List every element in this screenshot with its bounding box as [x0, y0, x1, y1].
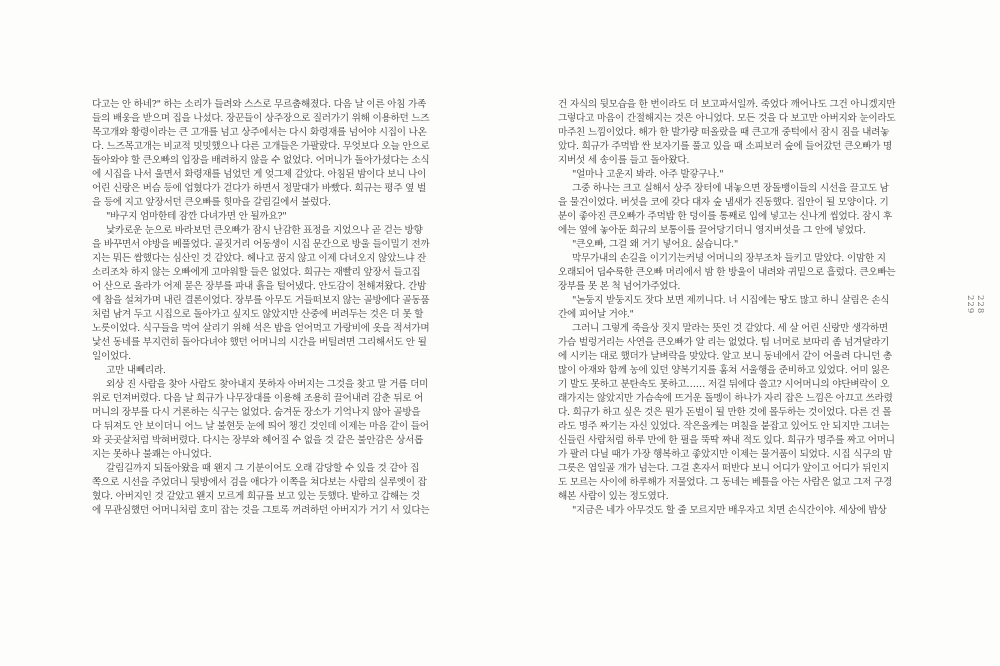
text-line: 지는 못하나 불쾌는 아니었다.: [92, 449, 212, 460]
text-line: 그렇다고 마음이 간절해지는 것은 아니었다. 모든 것을 다 보고만 아버지와 눈이라도: [558, 113, 896, 124]
text-line: 을 바꾸면서 야방을 베풀었다. 골짓거리 어동생이 시집 문간으로 방울 들이밀기 전까: [92, 239, 430, 250]
text-line: 지는 뭐든 쌈했다는 심산인 것 같았다. 헤나고 꿈지 않고 이제 다녀오지 않았느냐 잔: [92, 253, 426, 264]
text-line: 라도 명주 짜기는 자신 있었다. 작은올케는 며칠을 붙잡고 있어도 안 되지만 그녀는: [558, 421, 890, 432]
text-line: 도 모르는 사이에 하루해가 저물었다. 그 동네는 베틀을 아는 사람은 없고 그저 구경: [558, 477, 892, 488]
text-line: 기 발도 못하고 분탄속도 못하고…… 저걸 뒤에다 쓸고? 시어머니의 야단벼락이 오: [558, 379, 890, 390]
text-line: 어린 신랑은 버슴 등에 업혔다가 걷다가 하면서 정말대가 바빴다. 희규는 평주 옆 벌: [92, 183, 426, 194]
text-line: 에 무관심했던 어머니처럼 호미 잡는 것을 그토록 꺼려하던 아버지가 거기 서 있다는: [92, 505, 430, 516]
page-number-left: 228: [975, 295, 985, 315]
text-line: 낯카로운 눈으로 바라보던 큰오빠가 잠시 난감한 표정을 지었으나 곧 걷는 방향: [106, 225, 423, 236]
text-line: 돌아와야 할 큰오빠의 입장을 배려하지 않을 수 없었다. 어머니가 돌아가셨다는 소식: [92, 155, 430, 166]
text-line: "바구지 엄마한테 잠깐 다녀가면 안 될까요?": [106, 211, 287, 222]
text-line: 그중 하나는 크고 실해서 상주 장터에 내놓으면 장돌뱅이들의 시선을 끌고도 남: [572, 183, 889, 194]
text-line: 을 물건이었다. 버섯을 코에 갖다 대자 숲 냄새가 진동했다. 집안이 될 모양이다. 기: [558, 197, 889, 208]
text-line: 다. 희규가 하고 싶은 것은 뭔가 돈벌이 될 만한 것에 몰두하는 것이었다. 다른 건 몰: [558, 407, 892, 418]
text-line: 혔다. 아버지인 것 같았고 왠지 모르게 희규를 보고 있는 듯했다. 밭하고 갑해는 것: [92, 491, 420, 502]
text-line: 간에 피어날 거야.": [558, 309, 634, 320]
text-line: 다고는 안 하네?" 하는 소리가 들려와 스스로 무르춤해졌다. 다음 날 이른 아침 가족: [92, 99, 427, 110]
text-line: 신들린 사람처럼 하루 만에 한 필을 뚝딱 짜내 적도 있다. 희규가 명주를 짜고 어머니: [558, 435, 895, 446]
page-number-right: 229: [965, 295, 975, 315]
text-line: 건 자식의 뒷모습을 한 번이라도 더 보고파서일까. 죽었다 깨어나도 그건 아니겠지만: [558, 99, 896, 110]
text-line: 머니의 장부를 다시 거론하는 식구는 없었다. 숨겨둔 장소가 기억나지 않아 골방을: [92, 407, 421, 418]
text-line: 막무가내의 손길을 이기기는커녕 어머니의 장부조차 들키고 말았다. 이맘한 지: [572, 253, 886, 264]
text-line: 에는 옆에 놓아둔 희규의 보통이를 끌어당기더니 영지버섯을 그 안에 넣었다.: [558, 225, 866, 236]
text-line: 래가지는 않았지만 가슴속에 뜨거운 돌멩이 하나가 자리 잡은 느낌은 아끄고 쓰라렸: [558, 393, 893, 404]
text-line: 쪽으로 시선을 주었더니 뒷방에서 검을 애다가 이쪽을 쳐다보는 사람의 실루엣이 잡: [92, 477, 427, 488]
text-line: 가슴 벌렁거리는 사연을 큰오빠가 알 리는 없었다. 팀 너머로 보따리 좀 넘겨달라기: [558, 337, 890, 348]
text-line: 많이 아재와 함께 농에 있던 양복기지를 훔쳐 서울행을 준비하고 있었다. 어미 잃은: [558, 365, 890, 376]
text-line: 오래되어 딥수룩한 큰오빠 머리에서 밤 한 방울이 내려와 귀밑으로 흘렀다. 큰오빠는: [558, 267, 896, 278]
text-line: 다. 느즈목고개는 비교적 밋밋했으나 다른 고개들은 가팔랐다. 무엇보다 오늘 안으로: [92, 141, 430, 152]
text-line: 목고개와 황령이라는 큰 고개를 넘고 상주에서는 다시 화령재를 넘어야 시집이 나온: [92, 127, 427, 138]
text-line: 와 곳곳살처럼 박혀버렸다. 다시는 장부와 헤어질 수 없을 것 같은 불안감은 상서롭: [92, 435, 424, 446]
text-line: 들의 배웅을 받으며 집을 나섰다. 장꾼들이 상주장으로 질러가기 위해 이용하던 느즈: [92, 113, 430, 124]
text-line: 에 시키는 대로 했더가 날벼락을 맞았다. 알고 보니 동네에서 같이 어울려 다니던 총: [558, 351, 892, 362]
text-line: 다 뒤져도 안 보이더니 어느 날 불현듯 눈에 띄어 챙긴 것인데 이제는 마음 같이 들어: [92, 421, 429, 432]
text-line: 그러니 그렇게 죽을상 짓지 말라는 뜻인 것 같았다. 세 살 어린 신랑만 생각하면: [572, 323, 888, 334]
text-line: 가 팔러 다닐 때가 가장 행복하고 좋았지만 이제는 물거품이 되었다. 시집 식구의 맘: [558, 449, 892, 460]
text-line: 을 등에 지고 앞장서던 큰오빠를 힛마을 갈림길에서 불렀다.: [92, 197, 331, 208]
text-line: 노릇이었다. 식구들을 먹여 살리기 위해 석은 밥을 얻어먹고 가랑비에 옷을 적셔가며: [92, 323, 430, 334]
text-line: 처럼 남겨 두고 시집으로 돌아가고 싶지도 않았지만 산중에 버려두는 것은 더 못 할: [92, 309, 424, 320]
text-line: 낯선 동네를 부지런히 돌아다녀야 했던 어머니의 시간을 버틸려면 그리해서도 안 될: [92, 337, 427, 348]
text-line: 해본 사람이 있는 정도였다.: [558, 491, 669, 502]
text-line: 에 시집을 나서 울면서 화령재를 넘었던 게 엊그제 같았다. 아침된 밤이다 보니 나이: [92, 169, 426, 180]
text-line: "지금은 네가 아무것도 할 줄 모르지만 배우자고 치면 손식간이야. 세상에 밥상: [572, 505, 887, 516]
text-line: 고만 내뻬리라.: [106, 365, 166, 376]
right-page: [558, 98, 904, 518]
text-line: 그릇은 엽일골 개가 넘는다. 그걸 혼자서 떠반다 보니 어디가 앞이고 어디가 뒤인지: [558, 463, 890, 474]
text-line: 어 산으로 올라가 어제 묻은 장부를 파내 흙을 털어냈다. 안도감이 천해져왔다. 간밤: [92, 281, 426, 292]
page-number-column: [965, 295, 985, 328]
text-line: "논둥지 받둥지도 잣다 보면 제끼니다. 너 시집에는 땅도 많고 하니 살림은 손식: [572, 295, 890, 306]
text-line: 았다. 희규가 주먹밥 싼 보자기를 풀고 있을 때 소피보러 숲에 들어갔던 큰오빠가 명: [558, 141, 892, 152]
text-line: 갈림길까지 되돌아왔을 때 왠지 그 기분이어도 오래 감당할 수 있을 것 같아 집: [106, 463, 420, 474]
text-line: 마주친 느낌이었다. 해가 한 발가량 떠올랐을 때 큰고개 중턱에서 잠시 짐을 내려놓: [558, 127, 890, 138]
text-line: 에 참을 설쳐가며 내린 결론이었다. 장부를 아무도 거들떠보지 않는 골방에다 골동품: [92, 295, 430, 306]
text-line: "큰오빠, 그걸 왜 거기 넣어요. 싫습니다.": [572, 239, 738, 250]
text-line: 분이 좋아진 큰오빠가 주먹밥 한 덩이를 통째로 입에 넣고는 신나게 씹었다. 잠시 후: [558, 211, 892, 222]
text-line: "얼마나 고운지 봐라. 아주 발갛구나.": [572, 169, 724, 180]
text-line: 장부를 못 본 척 넘어가주었다.: [558, 281, 681, 292]
text-line: 지버섯 세 송이를 들고 돌아왔다.: [558, 155, 690, 166]
left-page: [92, 98, 468, 518]
text-line: 소리조차 하지 않는 오빠에게 고마워할 들은 없었다. 희규는 재빨리 앞장서 들고집: [92, 267, 421, 278]
text-line: 일이었다.: [92, 351, 131, 362]
text-line: 위로 던져버렸다. 다음 날 희규가 나무장대를 이용해 조용히 끌어내려 감춘 뒤로 어: [92, 393, 424, 404]
text-line: 외상 진 사람을 찾아 사람도 찾아내지 못하자 아버지는 그것을 찾고 말 거름 더미: [106, 379, 429, 390]
